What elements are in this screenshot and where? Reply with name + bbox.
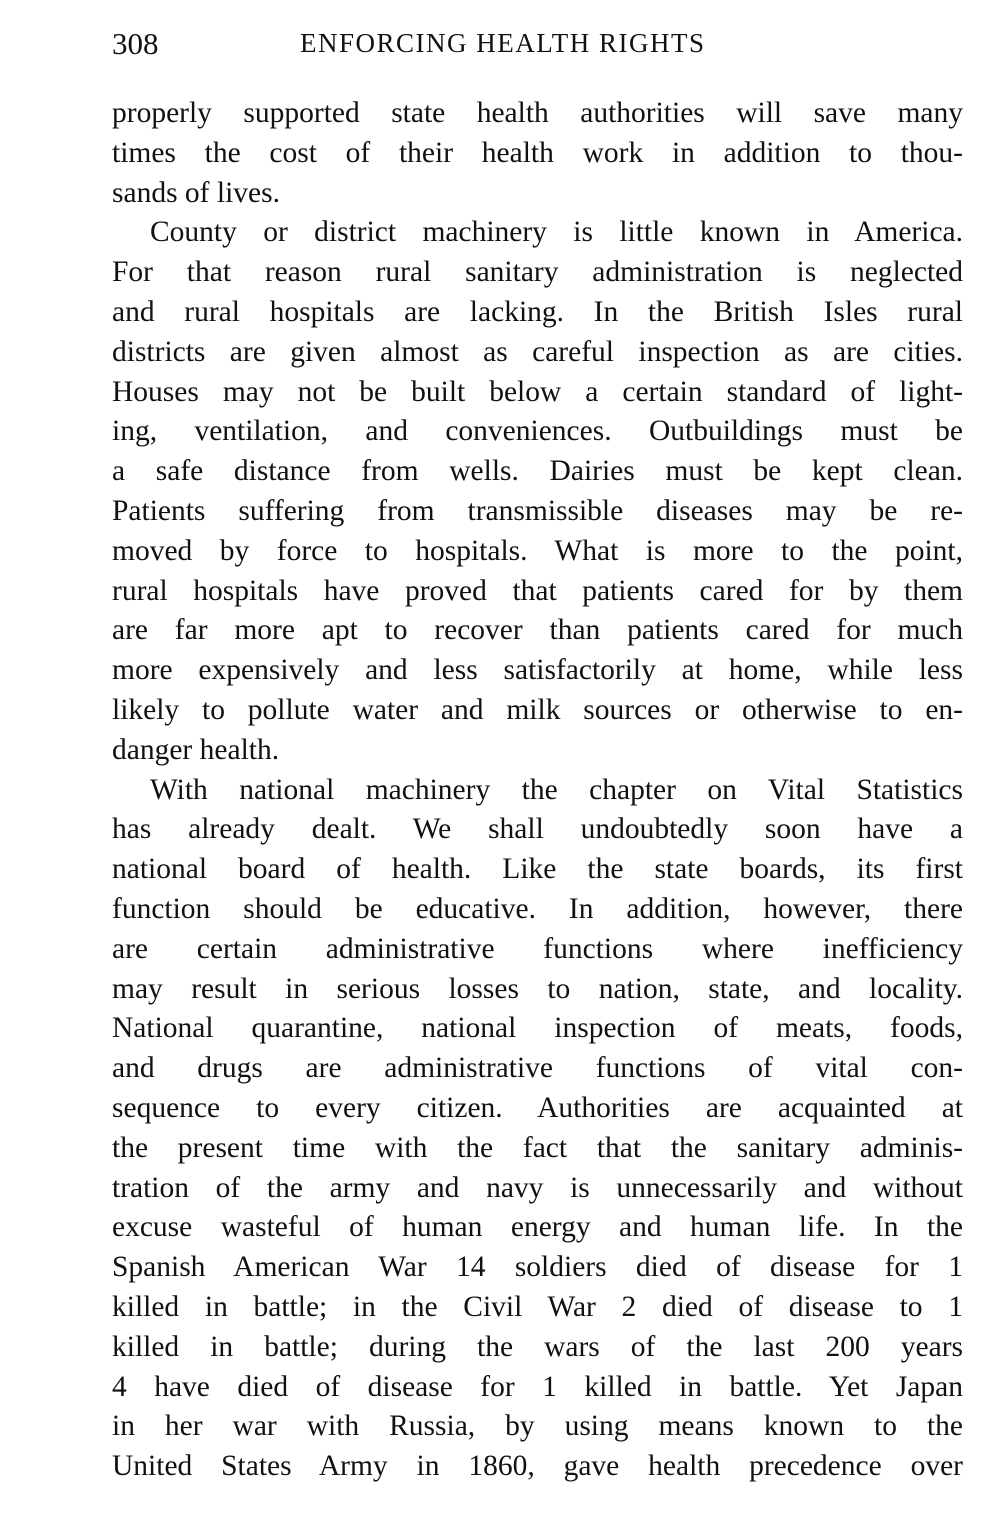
text-line: may result in serious losses to nation, state, and locality. [112,972,963,1005]
text-line: likely to pollute water and milk sources or otherwise to en- [112,693,963,726]
text-line: are certain administrative functions where inefficiency [112,932,963,965]
page-number: 308 [112,26,159,61]
running-title: ENFORCING HEALTH RIGHTS [300,28,706,58]
text-line: rural hospitals have proved that patients cared for by them [112,574,963,607]
paragraph-1 [112,94,963,213]
text-line: has already dealt. We shall undoubtedly soon have a [112,813,963,846]
text-line: Houses may not be built below a certain standard of light- [112,375,963,408]
text-line: a safe distance from wells. Dairies must be kept clean. [112,455,963,488]
paragraph-2 [112,213,963,770]
text-line: in her war with Russia, by using means known to the [112,1410,963,1443]
paragraph-3 [112,771,963,1487]
running-header [112,18,963,70]
text-line: National quarantine, national inspection of meats, foods, [112,1012,963,1045]
text-line: With national machinery the chapter on Vital Statistics [150,773,963,806]
text-line: excuse wasteful of human energy and human life. In the [112,1211,963,1244]
text-line: times the cost of their health work in addition to thou- [112,136,963,169]
text-line: national board of health. Like the state boards, its first [112,853,963,886]
text-line: Patients suffering from transmissible diseases may be re- [112,494,963,527]
text-line: sequence to every citizen. Authorities are acquainted at [112,1091,963,1124]
text-line: function should be educative. In addition, however, there [112,892,963,925]
text-line: the present time with the fact that the sanitary adminis- [112,1131,963,1164]
text-line: killed in battle; in the Civil War 2 died of disease to 1 [112,1290,963,1323]
text-line: Spanish American War 14 soldiers died of disease for 1 [112,1251,963,1284]
text-line: properly supported state health authorities will save many [112,97,963,129]
text-line: ing, ventilation, and conveniences. Outbuildings must be [112,415,963,448]
text-line: districts are given almost as careful inspection as are cities. [112,335,963,368]
text-line: are far more apt to recover than patients cared for much [112,614,963,647]
text-line: and drugs are administrative functions of vital con- [112,1052,963,1085]
text-line: killed in battle; during the wars of the last 200 years [112,1330,963,1363]
text-line: danger health. [112,733,280,766]
text-line: County or district machinery is little known in America. [150,216,963,249]
book-page [112,18,963,1487]
text-line: United States Army in 1860, gave health precedence over [112,1450,963,1483]
text-line: For that reason rural sanitary administration is neglected [112,256,963,289]
text-line: more expensively and less satisfactorily at home, while less [112,654,963,687]
text-line: tration of the army and navy is unnecessarily and without [112,1171,963,1204]
text-line: and rural hospitals are lacking. In the British Isles rural [112,295,963,328]
text-line: 4 have died of disease for 1 killed in battle. Yet Japan [112,1370,963,1403]
text-line: moved by force to hospitals. What is more to the point, [112,534,963,567]
page-body [112,94,963,1487]
text-line: sands of lives. [112,176,280,209]
